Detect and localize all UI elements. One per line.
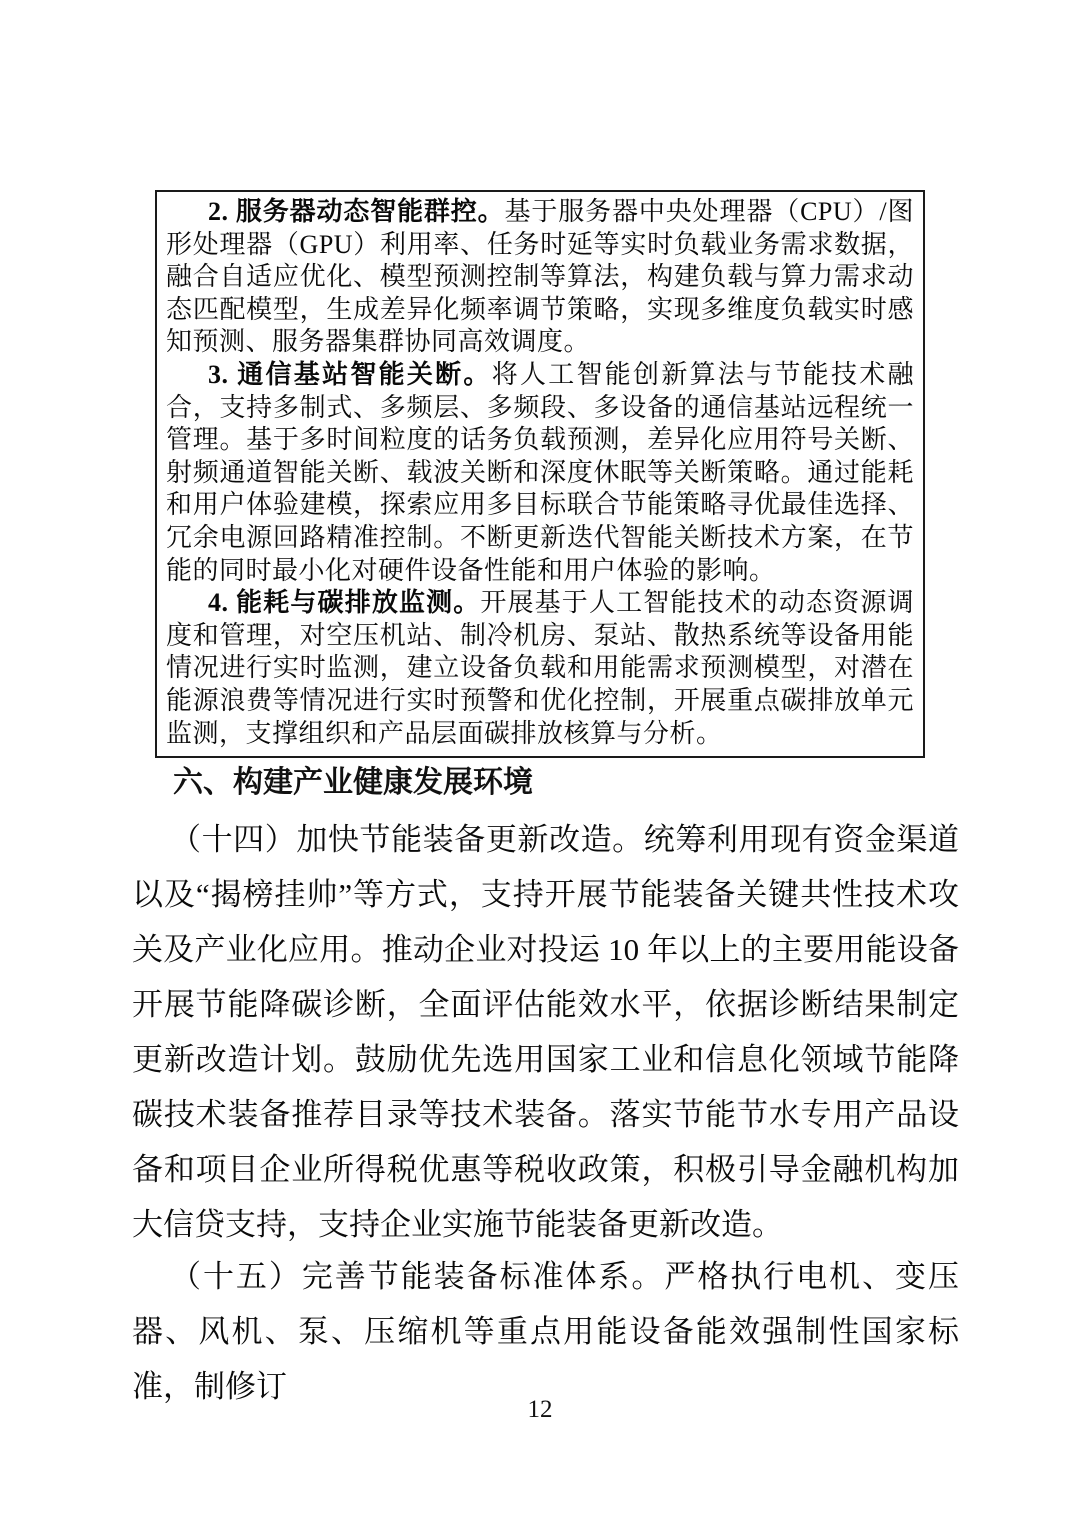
paragraph-15 xyxy=(132,1249,959,1414)
box-item-4 xyxy=(166,587,914,750)
box-item-4-body: 开展基于人工智能技术的动态资源调度和管理，对空压机站、制冷机房、泵站、散热系统等设备用能情况进行实时监测，建立设备负载和用能需求预测模型，对潜在能源浪费等情况进行实时预警和优化控制，开展重点碳排放单元监测，支撑组织和产品层面碳排放核算与分析。 xyxy=(166,588,914,748)
box-item-4-lead: 4. 能耗与碳排放监测。 xyxy=(208,588,481,618)
box-item-2-lead: 2. 服务器动态智能群控。 xyxy=(208,197,505,226)
box-item-3-body: 将人工智能创新算法与节能技术融合，支持多制式、多频层、多频段、多设备的通信基站远程统一管理。基于多时间粒度的话务负载预测，差异化应用符号关断、射频通道智能关断、载波关断和深度休眠等关断策略。通过能耗和用户体验建模，探索应用多目标联合节能策略寻优最佳选择、冗余电源回路精准控制。不断更新迭代智能关断技术方案，在节能的同时最小化对硬件设备性能和用户体验的影响。 xyxy=(166,359,914,585)
box-item-3-lead: 3. 通信基站智能关断。 xyxy=(208,359,492,389)
numbered-items-box xyxy=(155,190,925,758)
paragraph-15-body: 严格执行电机、变压器、风机、泵、压缩机等重点用能设备能效强制性国家标准，制修订 xyxy=(132,1259,960,1404)
page-number: 12 xyxy=(527,1396,553,1423)
section-heading: 六、构建产业健康发展环境 xyxy=(173,766,533,799)
paragraph-15-lead: （十五）完善节能装备标准体系。 xyxy=(170,1259,665,1294)
box-item-2 xyxy=(166,196,914,359)
paragraph-14 xyxy=(132,812,959,1252)
paragraph-14-body: 统筹利用现有资金渠道以及“揭榜挂帅”等方式，支持开展节能装备关键共性技术攻关及产业化应用。推动企业对投运 10 年以上的主要用能设备开展节能降碳诊断，全面评估能效水平，依据诊断结果制定更新改造计划。鼓励优先选用国家工业和信息化领域节能降碳技术装备推荐目录等技术装备。落实节能节水专用产品设备和项目企业所得税优惠等税收政策，积极引导金融机构加大信贷支持，支持企业实施节能装备更新改造。 xyxy=(132,822,959,1242)
box-item-2-body: 基于服务器中央处理器（CPU）/图形处理器（GPU）利用率、任务时延等实时负载业务需求数据，融合自适应优化、模型预测控制等算法，构建负载与算力需求动态匹配模型，生成差异化频率调节策略，实现多维度负载实时感知预测、服务器集群协同高效调度。 xyxy=(166,197,914,357)
paragraph-14-lead: （十四）加快节能装备更新改造。 xyxy=(170,822,644,857)
box-item-3 xyxy=(166,359,914,587)
